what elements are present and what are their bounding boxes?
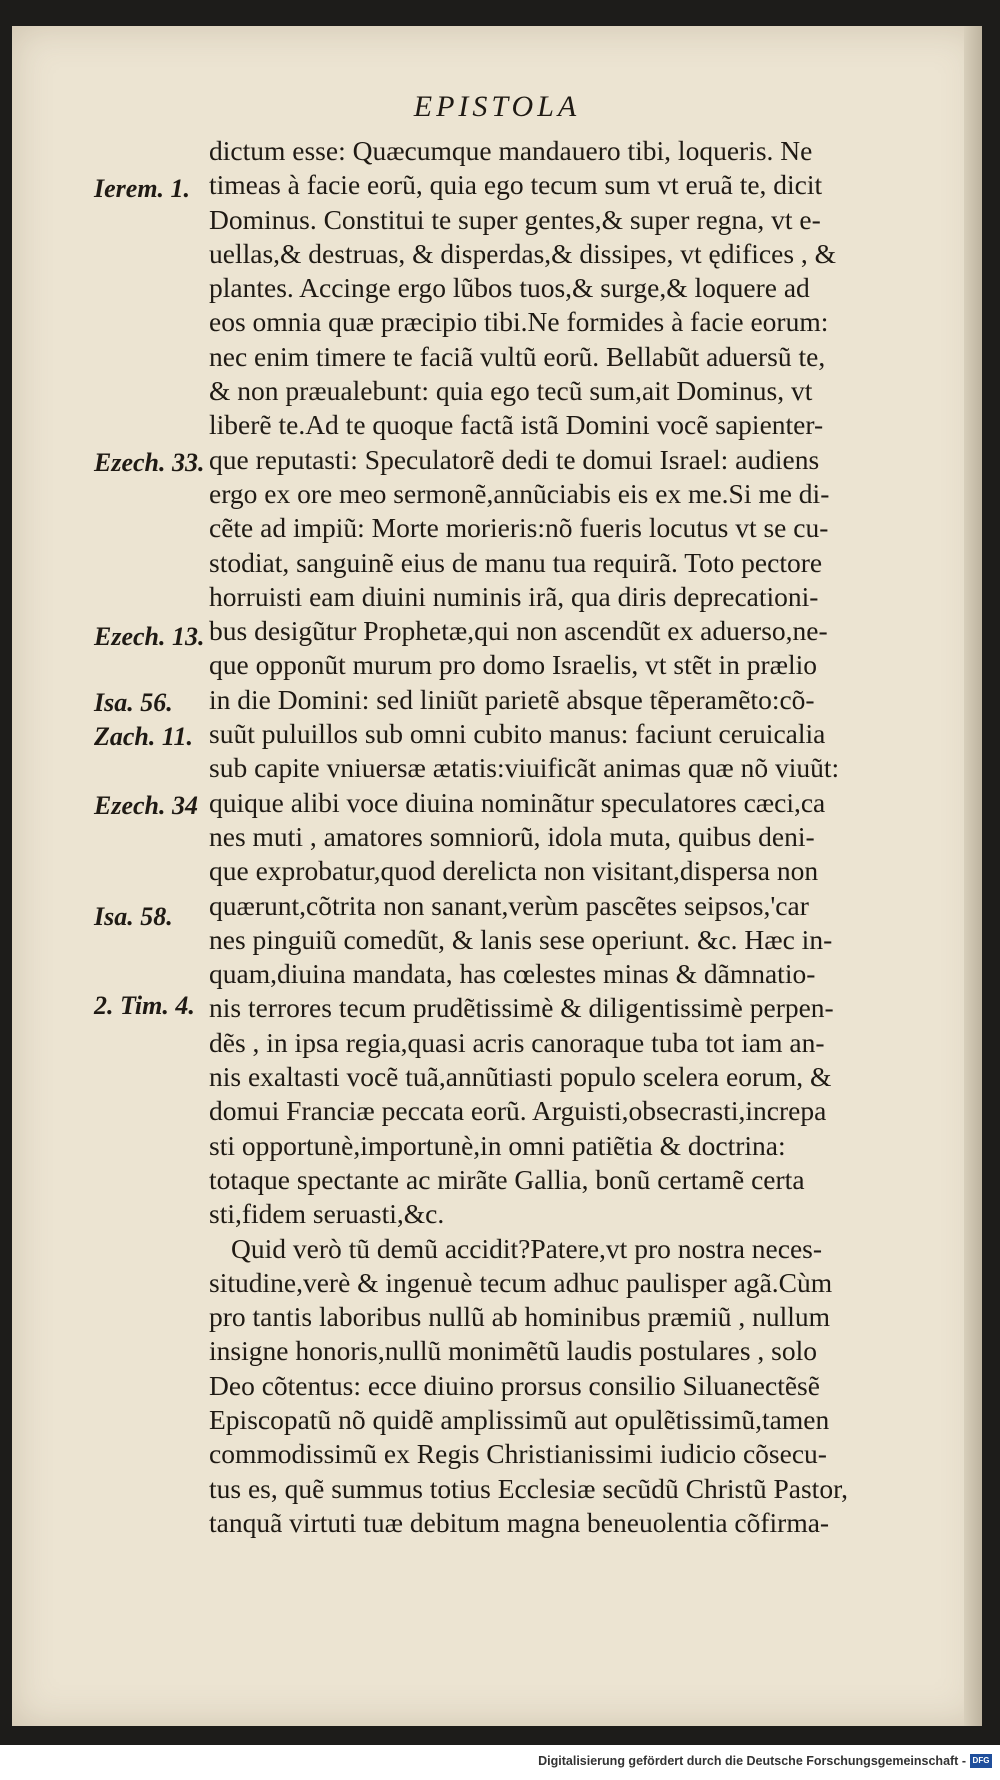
text-line: eos omnia quæ præcipio tibi.Ne formides à facie eorum:	[209, 306, 829, 338]
text-line: insigne honoris,nullũ monimẽtũ laudis postulares , solo	[209, 1335, 818, 1367]
book-page	[12, 26, 982, 1726]
margin-note: Ezech. 13.	[94, 622, 205, 651]
margin-note: Zach. 11.	[94, 722, 193, 751]
text-line: suũt puluillos sub omni cubito manus: faciunt ceruicalia	[209, 718, 826, 750]
text-line: situdine,verè & ingenuè tecum adhuc paulisper agã.Cùm	[209, 1266, 833, 1298]
text-line: plantes. Accinge ergo lũbos tuos,& surge,& loquere ad	[209, 272, 810, 304]
text-line: Deo cõtentus: ecce diuino prorsus consilio Siluanectẽsẽ	[209, 1369, 820, 1401]
body-text	[209, 134, 929, 1540]
text-line: Episcopatũ nõ quidẽ amplissimũ aut opulẽtissimũ,tamen	[209, 1403, 830, 1435]
text-line: tanquã virtuti tuæ debitum magna beneuolentia cõfirma-	[209, 1506, 830, 1538]
page-edge	[964, 26, 982, 1726]
text-line: cẽte ad impiũ: Morte morieris:nõ fueris locutus vt se cu-	[209, 512, 829, 544]
text-line: uellas,& destruas, & disperdas,& dissipes, vt ędifices , &	[209, 237, 837, 269]
text-line: que opponũt murum pro domo Israelis, vt stẽt in prælio	[209, 649, 817, 681]
text-line: nes muti , amatores somniorũ, idola muta, quibus deni-	[209, 820, 815, 852]
text-line: bus desigũtur Prophetæ,qui non ascendũt ex aduerso,ne-	[209, 615, 828, 647]
dfg-logo: DFG	[970, 1754, 992, 1768]
text-line: pro tantis laboribus nullũ ab hominibus præmiũ , nullum	[209, 1301, 831, 1333]
text-line: Dominus. Constitui te super gentes,& super regna, vt e-	[209, 203, 821, 235]
text-line: sub capite vniuersæ ætatis:viuificãt animas quæ nõ viuũt:	[209, 752, 840, 784]
margin-note: Ezech. 33.	[94, 448, 205, 477]
text-line: sti,fidem seruasti,&c.	[209, 1198, 445, 1230]
text-line: dictum esse: Quæcumque mandauero tibi, loqueris. Ne	[209, 135, 813, 166]
text-line: stodiat, sanguinẽ eius de manu tua requirã. Toto pectore	[209, 546, 823, 578]
running-header: EPISTOLA	[413, 90, 581, 123]
footer-credit: Digitalisierung gefördert durch die Deutsche Forschungsgemeinschaft -	[538, 1754, 966, 1768]
text-line: nes pinguiũ comedũt, & lanis sese operiunt. &c. Hæc in-	[209, 923, 833, 955]
text-line: totaque spectante ac mirãte Gallia, bonũ certamẽ certa	[209, 1163, 805, 1195]
text-line: que exprobatur,quod derelicta non visitant,dispersa non	[209, 855, 819, 887]
text-line: dẽs , in ipsa regia,quasi acris canoraque tuba tot iam an-	[209, 1026, 825, 1058]
text-line: & non præualebunt: quia ego tecũ sum,ait Dominus, vt	[209, 375, 813, 407]
text-line: que reputasti: Speculatorẽ dedi te domui Israel: audiens	[209, 443, 820, 475]
text-line: quique alibi voce diuina nominãtur speculatores cæci,ca	[209, 786, 826, 818]
text-line: in die Domini: sed liniũt parietẽ absque tẽperamẽto:cõ-	[209, 683, 815, 715]
text-line: quam,diuina mandata, has cœlestes minas & dãmnatio-	[209, 958, 816, 990]
text-line: sti opportunè,importunè,in omni patiẽtia & doctrina:	[209, 1129, 786, 1161]
text-line: horruisti eam diuini numinis irã, qua diris deprecationi-	[209, 580, 819, 612]
text-line: quærunt,cõtrita non sanant,verùm pascẽtes seipsos,'car	[209, 889, 809, 921]
margin-note: Isa. 56.	[94, 688, 173, 717]
text-line: timeas à facie eorũ, quia ego tecum sum vt eruã te, dicit	[209, 169, 823, 201]
margin-note: Isa. 58.	[94, 902, 173, 931]
digitization-footer	[0, 1745, 1000, 1780]
text-line: tus es, quẽ summus totius Ecclesiæ secũdũ Christũ Pastor,	[209, 1472, 848, 1504]
margin-note: Ierem. 1.	[94, 174, 191, 203]
text-line: ergo ex ore meo sermonẽ,annũciabis eis ex me.Si me di-	[209, 477, 830, 509]
text-line: Quid verò tũ demũ accidit?Patere,vt pro nostra neces-	[231, 1232, 823, 1264]
text-line: nis exaltasti vocẽ tuã,annũtiasti populo scelera eorum, &	[209, 1061, 832, 1093]
text-line: commodissimũ ex Regis Christianissimi iudicio cõsecu-	[209, 1438, 827, 1470]
text-line: liberẽ te.Ad te quoque factã istã Domini vocẽ sapienter-	[209, 409, 824, 441]
text-line: nis terrores tecum prudẽtissimè & diligentissimè perpen-	[209, 992, 834, 1024]
margin-note: 2. Tim. 4.	[94, 991, 195, 1020]
text-line: nec enim timere te faciã vultũ eorũ. Bellabũt aduersũ te,	[209, 340, 826, 372]
margin-note: Ezech. 34	[94, 791, 198, 820]
text-line: domui Franciæ peccata eorũ. Arguisti,obsecrasti,increpa	[209, 1095, 827, 1127]
